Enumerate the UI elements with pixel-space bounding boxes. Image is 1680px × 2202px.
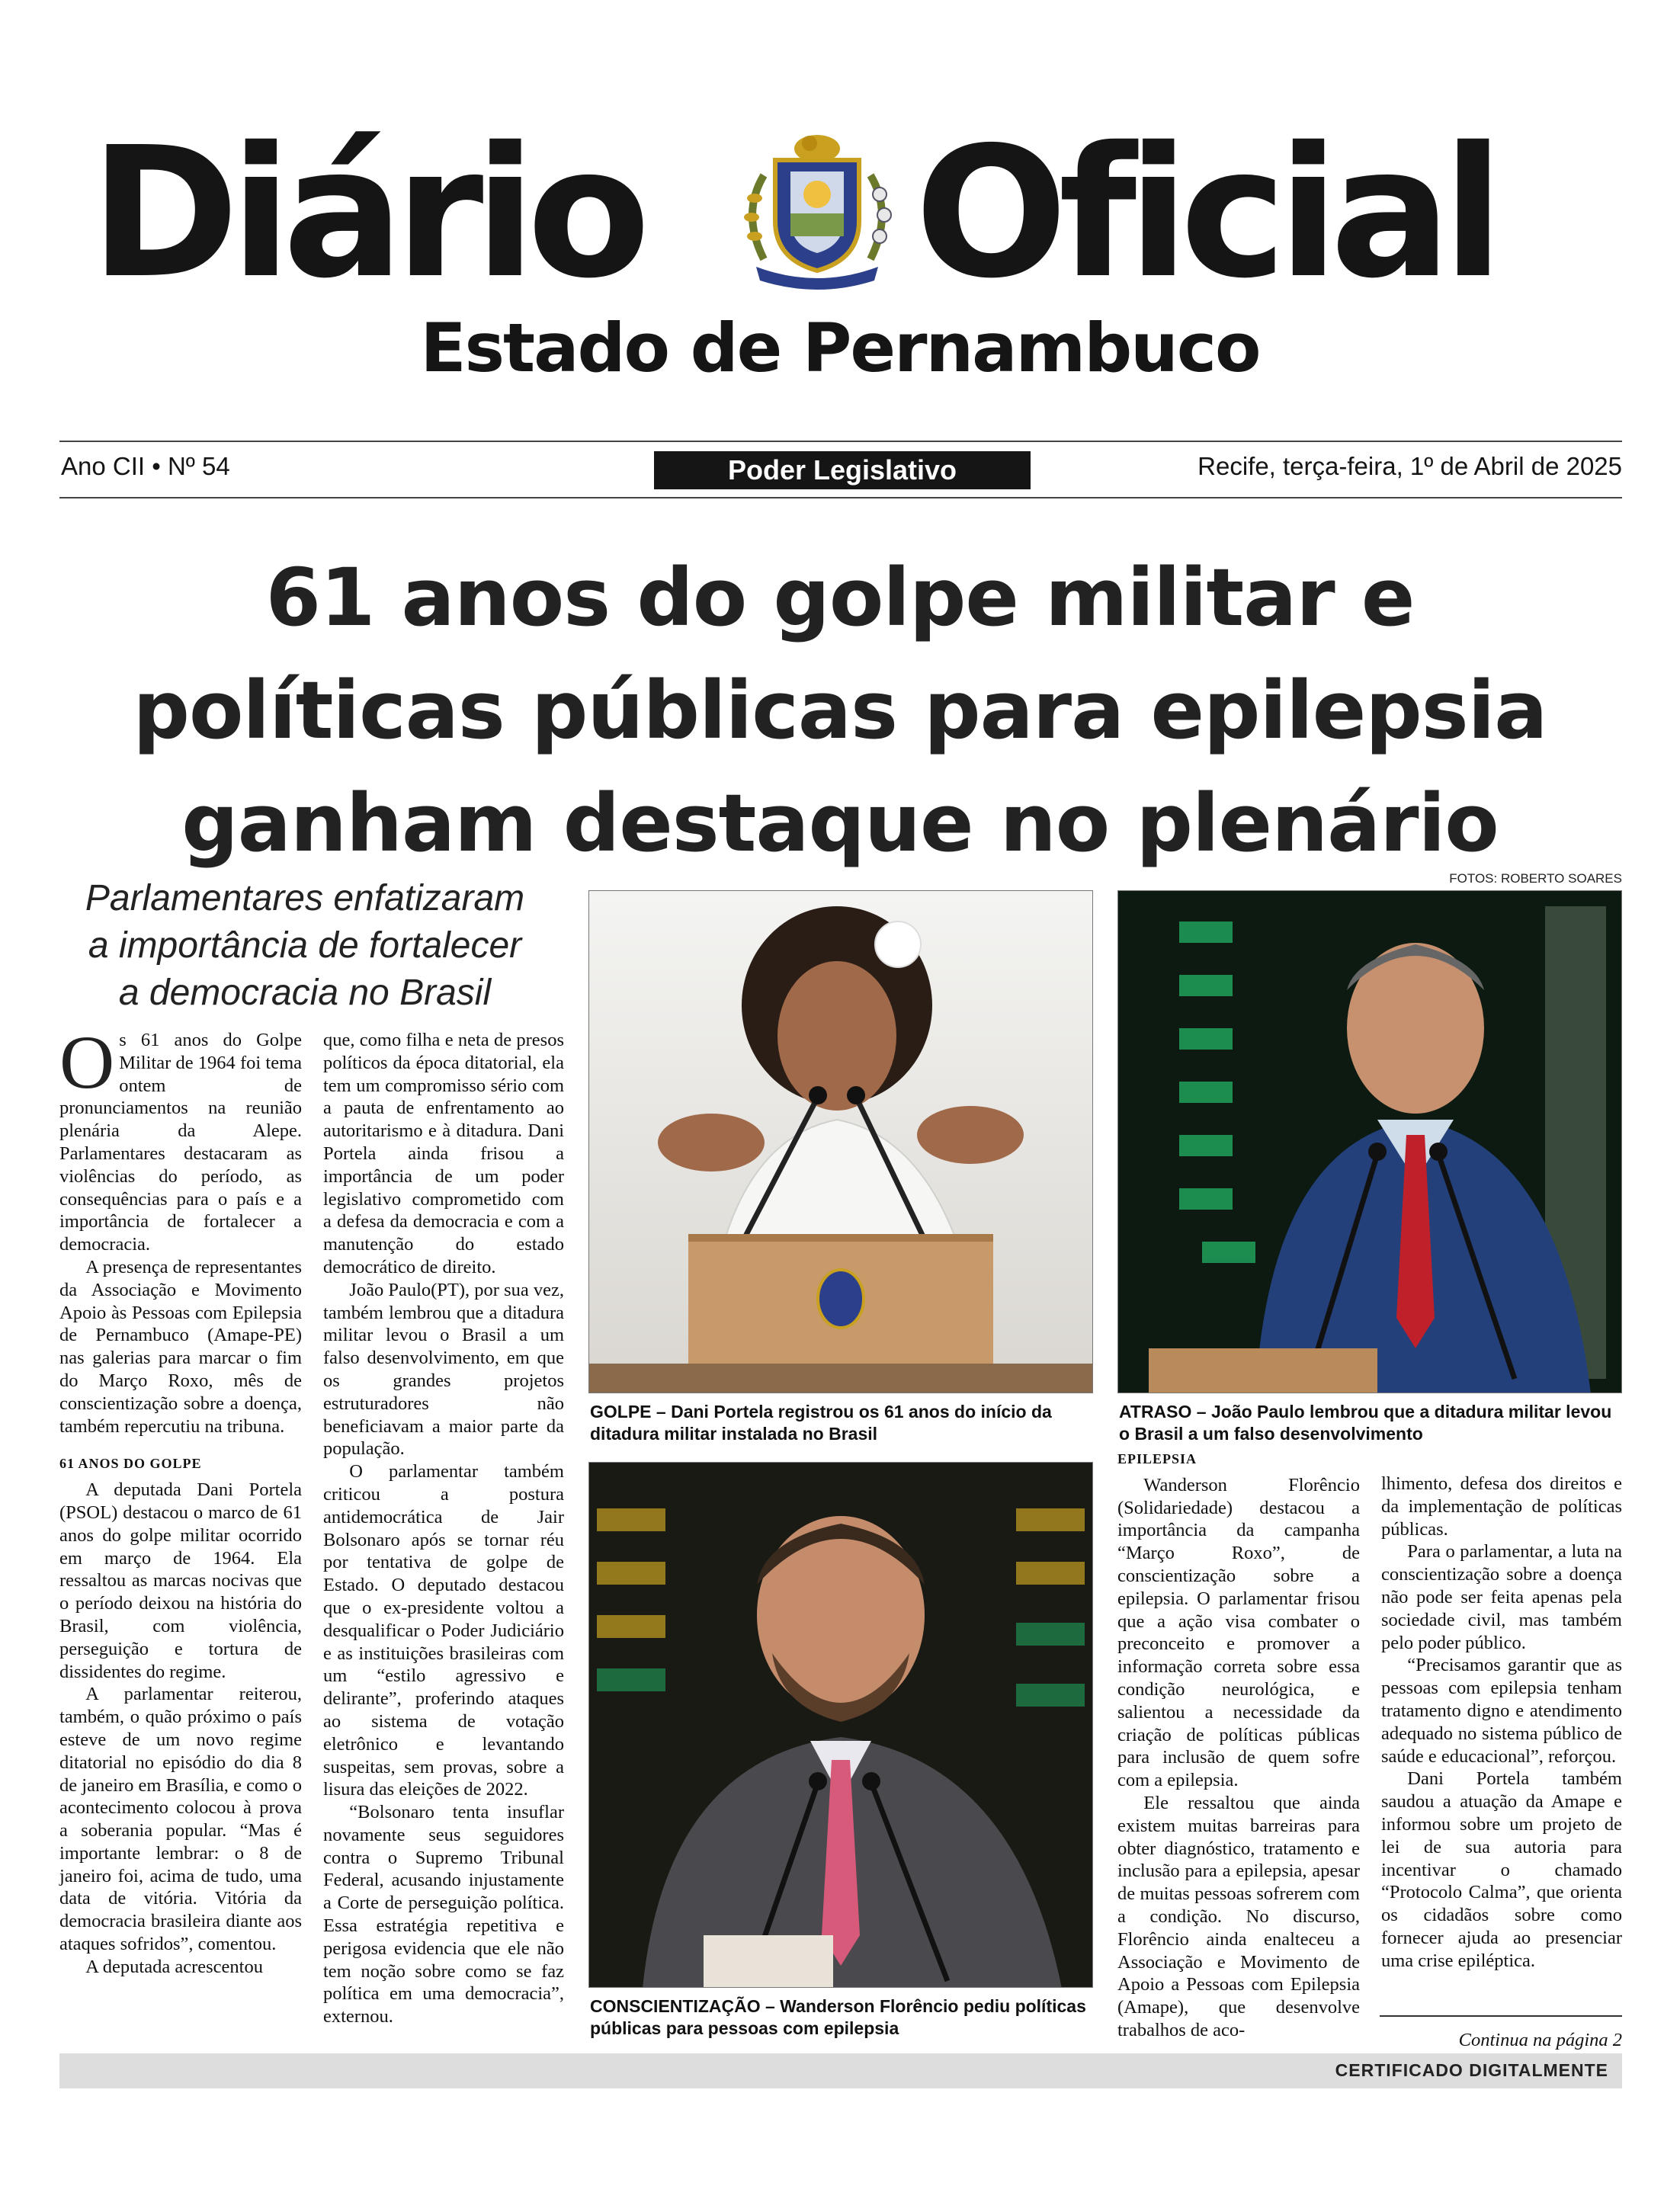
- article-paragraph: A parlamentar reiterou, também, o quão próximo o país esteve de um novo regime ditatorial no episódio do dia 8 de janeiro em Brasília, e como o acontecimento colocou à prova a soberania popular. “Mas é importante lembrar: o 8 de janeiro foi, acima de tudo, uma data de vitória. Vitória da democracia brasileira diante aos ataques sofridos”, comentou.: [59, 1684, 302, 1955]
- article-paragraph: O parlamentar também criticou a postura antidemocrática de Jair Bolsonaro após se tornar réu por tentativa de golpe de Estado. O deputado destacou que o ex-presidente voltou a desqualificar o Poder Judiciário e as instituições brasileiras com um “estilo agressivo e delirante”, proferindo ataques ao sistema de votação eletrônico e levantando suspeitas, sem provas, sobre a lisura das eleições de 2022.: [323, 1461, 564, 1800]
- article-paragraph: Para o parlamentar, a luta na conscientização sobre a doença não pode ser feita apenas pela sociedade civil, mas também pelo poder público.: [1381, 1541, 1622, 1653]
- article-paragraph: A deputada acrescentou: [85, 1956, 263, 1977]
- masthead-title-right: Oficial: [915, 108, 1496, 318]
- top-rule: [59, 441, 1622, 442]
- masthead: [0, 108, 1680, 318]
- subhead-golpe: 61 ANOS DO GOLPE: [59, 1456, 202, 1472]
- deck-line: Parlamentares enfatizaram: [85, 878, 525, 918]
- caption-photo-2: ATRASO – João Paulo lembrou que a ditadura militar levou o Brasil a um falso desenvolvimento: [1119, 1402, 1612, 1444]
- photo-joao-paulo: [1117, 890, 1622, 1393]
- continuation-rule: [1380, 2015, 1622, 2017]
- publication-date: Recife, terça-feira, 1º de Abril de 2025: [1197, 452, 1622, 480]
- subhead-epilepsia: EPILEPSIA: [1117, 1451, 1197, 1466]
- article-paragraph: Wanderson Florêncio (Solidariedade) destacou a importância da campanha “Março Roxo”, de conscientização sobre a epilepsia. O parlamentar frisou que a ação visa combater o preconceito e promover a informação correta sobre essa condição neurológica, e salientou a necessidade da criação de políticas públicas para inclusão de quem sofre com a epilepsia.: [1117, 1474, 1360, 1791]
- article-column-4: [1381, 1473, 1622, 1973]
- article-paragraph: A deputada Dani Portela (PSOL) destacou o marco de 61 anos do golpe militar ocorrido em março de 1964. Ela ressaltou as marcas nocivas que o período deixou na história do Brasil, com violência, perseguição e tortura de dissidentes do regime.: [59, 1479, 302, 1682]
- coat-of-arms-icon: [733, 130, 901, 290]
- article-paragraph: Os 61 anos do Golpe Militar de 1964 foi tema ontem de pronunciamentos na reunião plenária da Alepe. Parlamentares destacaram as violências do período, as consequências para o país e a importância de fortalecer a democracia.: [59, 1020, 302, 1255]
- article-paragraph: que, como filha e neta de presos políticos da época ditatorial, ela tem um compromisso sério com a pauta de enfrentamento ao autoritarismo e à ditadura. Dani Portela ainda frisou a importância de um poder legislativo comprometido com a defesa da democracia e com a manutenção do estado democrático de direito.: [323, 1030, 564, 1277]
- digital-certificate-label: CERTIFICADO DIGITALMENTE: [1335, 2060, 1608, 2080]
- article-column-1: [59, 1020, 302, 1979]
- article-paragraph: João Paulo(PT), por sua vez, também lembrou que a ditadura militar levou o Brasil a um falso desenvolvimento, em que os grandes projetos estruturadores não beneficiavam a maior parte da população.: [323, 1279, 564, 1460]
- bottom-rule: [59, 497, 1622, 498]
- headline: [46, 541, 1634, 880]
- deck-line: a importância de fortalecer: [88, 925, 522, 966]
- headline-line: ganham destaque no plenário: [181, 777, 1499, 870]
- footer-bar: [59, 2053, 1622, 2088]
- article-paragraph: Dani Portela também saudou a atuação da Amape e informou sobre um projeto de lei de sua autoria para incentivar o chamado “Protocolo Calma”, que orienta os cidadãos sobre como fornecer ajuda ao presenciar uma crise epiléptica.: [1381, 1768, 1622, 1971]
- section-label: Poder Legislativo: [654, 451, 1031, 489]
- article-paragraph: A presença de representantes da Associação e Movimento Apoio às Pessoas com Epilepsia de Pernambuco (Amape-PE) nas galerias para marcar o fim do Março Roxo, mês de conscientização sobre a doença, também repercutiu na tribuna.: [59, 1256, 302, 1437]
- article-column-3: [1117, 1448, 1360, 2042]
- headline-line: 61 anos do golpe militar e: [265, 551, 1415, 644]
- edition-number: Ano CII • Nº 54: [61, 452, 230, 480]
- article-paragraph: lhimento, defesa dos direitos e da implementação de políticas públicas.: [1381, 1473, 1622, 1540]
- article-paragraph: “Precisamos garantir que as pessoas com epilepsia tenham tratamento digno e atendimento adequado no sistema público de saúde e educacional”, reforçou.: [1381, 1655, 1622, 1767]
- photo-wanderson-florencio: [588, 1462, 1093, 1988]
- masthead-title-left: Diário: [90, 108, 642, 318]
- article-paragraph: “Bolsonaro tenta insuflar novamente seus seguidores contra o Supremo Tribunal Federal, acusando injustamente a Corte de perseguição política. Essa estratégia repetitiva e perigosa evidencia que ele não tem noção sobre como se faz política em uma democracia”, externou.: [323, 1802, 564, 2027]
- continued-on-page: Continua na página 2: [1458, 2030, 1622, 2050]
- photo-credit: FOTOS: ROBERTO SOARES: [1449, 871, 1622, 886]
- deck: [30, 875, 579, 1017]
- photo-dani-portela: [588, 890, 1093, 1393]
- article-column-2: [323, 1029, 564, 2028]
- drop-cap: O: [59, 1020, 115, 1104]
- headline-line: políticas públicas para epilepsia: [133, 664, 1547, 757]
- caption-photo-1: GOLPE – Dani Portela registrou os 61 anos do início da ditadura militar instalada no Brasil: [590, 1402, 1052, 1444]
- masthead-subtitle: Estado de Pernambuco: [420, 309, 1260, 387]
- deck-line: a democracia no Brasil: [118, 973, 492, 1013]
- article-paragraph: Ele ressaltou que ainda existem muitas barreiras para obter diagnóstico, tratamento e inclusão para a epilepsia, apesar de muitas pessoas sofrerem com a condição. No discurso, Florêncio ainda enalteceu a Associação e Movimento de Apoio a Pessoas com Epilepsia (Amape), que desenvolve trabalhos de aco-: [1117, 1792, 1360, 2040]
- caption-photo-3: CONSCIENTIZAÇÃO – Wanderson Florêncio pediu políticas públicas para pessoas com epilepsia: [590, 1996, 1086, 2038]
